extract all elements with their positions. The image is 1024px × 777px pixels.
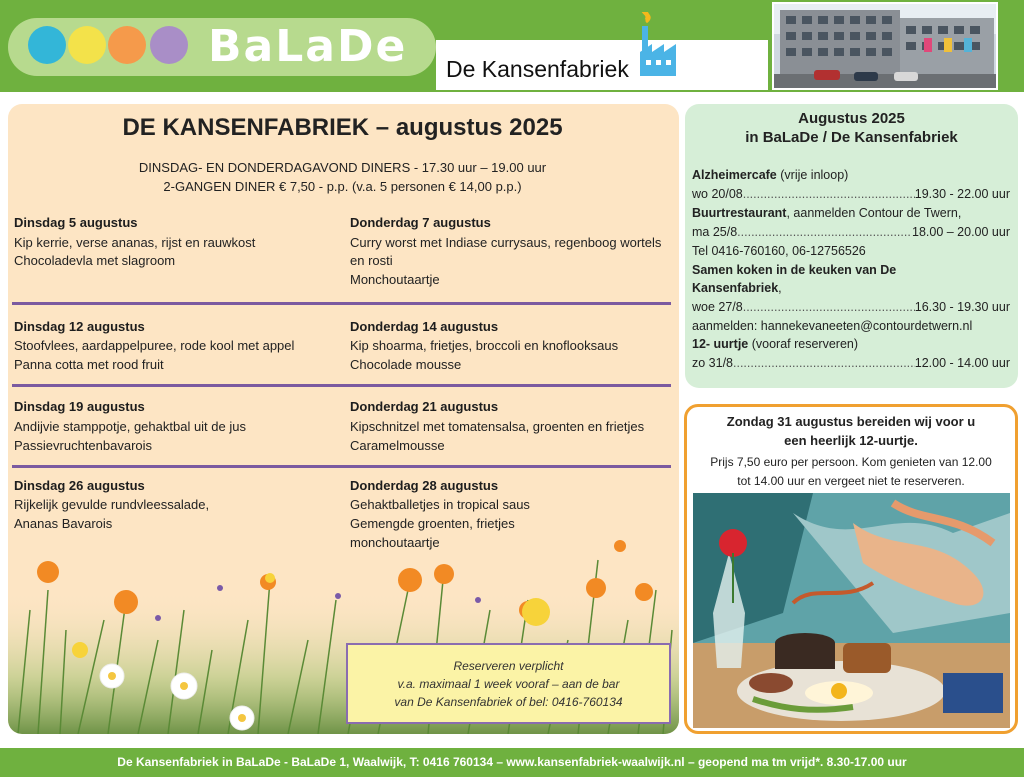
samen-koken-heading-line2: Kansenfabriek,: [692, 281, 782, 295]
dish-line: Stoofvlees, aardappelpuree, rode kool met appel: [14, 338, 295, 353]
reservation-line: Reserveren verplicht: [453, 659, 564, 673]
day-heading: Donderdag 21 augustus: [350, 399, 499, 414]
lunch-photo: [693, 493, 1010, 728]
buurtrestaurant-heading: Buurtrestaurant, aanmelden Contour de Twern,: [692, 206, 962, 220]
footer-bar: De Kansenfabriek in BaLaDe - BaLaDe 1, Waalwijk, T: 0416 760134 – www.kansenfabriek-waalwijk.nl – geopend ma tm vrijd*. 8.30-17.00 uur: [0, 748, 1024, 777]
dish-line: Kip shoarma, frietjes, broccoli en knoflooksaus: [350, 338, 619, 353]
week-divider: [12, 302, 671, 305]
dish-line: Gemengde groenten, frietjes: [350, 516, 515, 531]
dish-line: Ananas Bavarois: [14, 516, 113, 531]
reservation-line: v.a. maximaal 1 week vooraf – aan de bar: [397, 677, 620, 691]
dish-line: Andijvie stamppotje, gehaktbal uit de jus: [14, 419, 246, 434]
promo-text-line1: Prijs 7,50 euro per persoon. Kom genieten van 12.00: [710, 455, 992, 469]
menu-subtitle-line1: DINSDAG- EN DONDERDAGAVOND DINERS - 17.30 uur – 19.00 uur: [138, 160, 547, 175]
twaalf-uurtje-schedule: zo 31/8 ..... 12.00 - 14.00 uur: [692, 356, 1010, 370]
dish-line: Kipschnitzel met tomatensalsa, groenten en frietjes: [350, 419, 645, 434]
week-divider: [12, 384, 671, 387]
menu-subtitle-line2: 2-GANGEN DINER € 7,50 - p.p. (v.a. 5 personen € 14,00 p.p.): [163, 179, 522, 194]
dish-line: monchoutaartje: [350, 535, 440, 550]
dish-line: Rijkelijk gevulde rundvleessalade,: [14, 497, 210, 512]
reservation-notice: [346, 643, 671, 724]
logo-dot-purple: [150, 26, 188, 64]
samen-koken-schedule: woe 27/8 ..... 16.30 - 19.30 uur: [692, 300, 1010, 314]
buurtrestaurant-schedule: ma 25/8 ..... 18.00 – 20.00 uur: [692, 225, 1010, 239]
kansenfabriek-brand-text: De Kansenfabriek: [446, 56, 629, 82]
dish-line: Panna cotta met rood fruit: [14, 357, 164, 372]
agenda-title-line2: in BaLaDe / De Kansenfabriek: [745, 129, 958, 146]
building-photo: [772, 2, 998, 90]
twaalf-uurtje-heading: 12- uurtje (vooraf reserveren): [692, 337, 859, 351]
day-heading: Dinsdag 26 augustus: [14, 478, 145, 493]
day-heading: Dinsdag 12 augustus: [14, 319, 145, 334]
day-heading: Donderdag 28 augustus: [350, 478, 499, 493]
samen-koken-heading: Samen koken in de keuken van De: [692, 263, 897, 277]
agenda-title-line1: Augustus 2025: [798, 110, 905, 127]
day-heading: Donderdag 14 augustus: [350, 319, 499, 334]
dish-line: Caramelmousse: [350, 438, 445, 453]
dish-line: Monchoutaartje: [350, 272, 440, 287]
dish-line: Kip kerrie, verse ananas, rijst en rauwkost: [14, 235, 256, 250]
buurtrestaurant-phone: Tel 0416-760160, 06-12756526: [692, 244, 866, 258]
reservation-line: van De Kansenfabriek of bel: 0416-760134: [394, 695, 623, 709]
logo-dot-blue: [28, 26, 66, 64]
dish-line: Chocolade mousse: [350, 357, 462, 372]
promo-text-line2: tot 14.00 uur en vergeet niet te reserveren.: [737, 474, 965, 488]
samen-koken-email: aanmelden: hannekevaneeten@contourdetwern.nl: [692, 319, 973, 333]
balade-logo-text: BaLaDe: [208, 21, 408, 72]
logo-dot-yellow: [68, 26, 106, 64]
alzheimercafe-heading: Alzheimercafe (vrije inloop): [692, 168, 849, 182]
factory-icon: [636, 12, 682, 80]
dish-line: en rosti: [350, 253, 393, 268]
day-heading: Dinsdag 5 augustus: [14, 215, 138, 230]
promo-title-line2: een heerlijk 12-uurtje.: [784, 433, 918, 448]
dish-line: Gehaktballetjes in tropical saus: [350, 497, 530, 512]
logo-dot-orange: [108, 26, 146, 64]
promo-title-line1: Zondag 31 augustus bereiden wij voor u: [726, 414, 976, 429]
dish-line: Chocoladevla met slagroom: [14, 253, 176, 268]
week-divider: [12, 465, 671, 468]
dish-line: Passievruchtenbavarois: [14, 438, 153, 453]
menu-title: DE KANSENFABRIEK – augustus 2025: [122, 114, 563, 141]
day-heading: Donderdag 7 augustus: [350, 215, 491, 230]
day-heading: Dinsdag 19 augustus: [14, 399, 145, 414]
dish-line: Curry worst met Indiase currysaus, regenboog wortels: [350, 235, 662, 250]
alzheimercafe-schedule: wo 20/08 ..... 19.30 - 22.00 uur: [692, 187, 1010, 201]
